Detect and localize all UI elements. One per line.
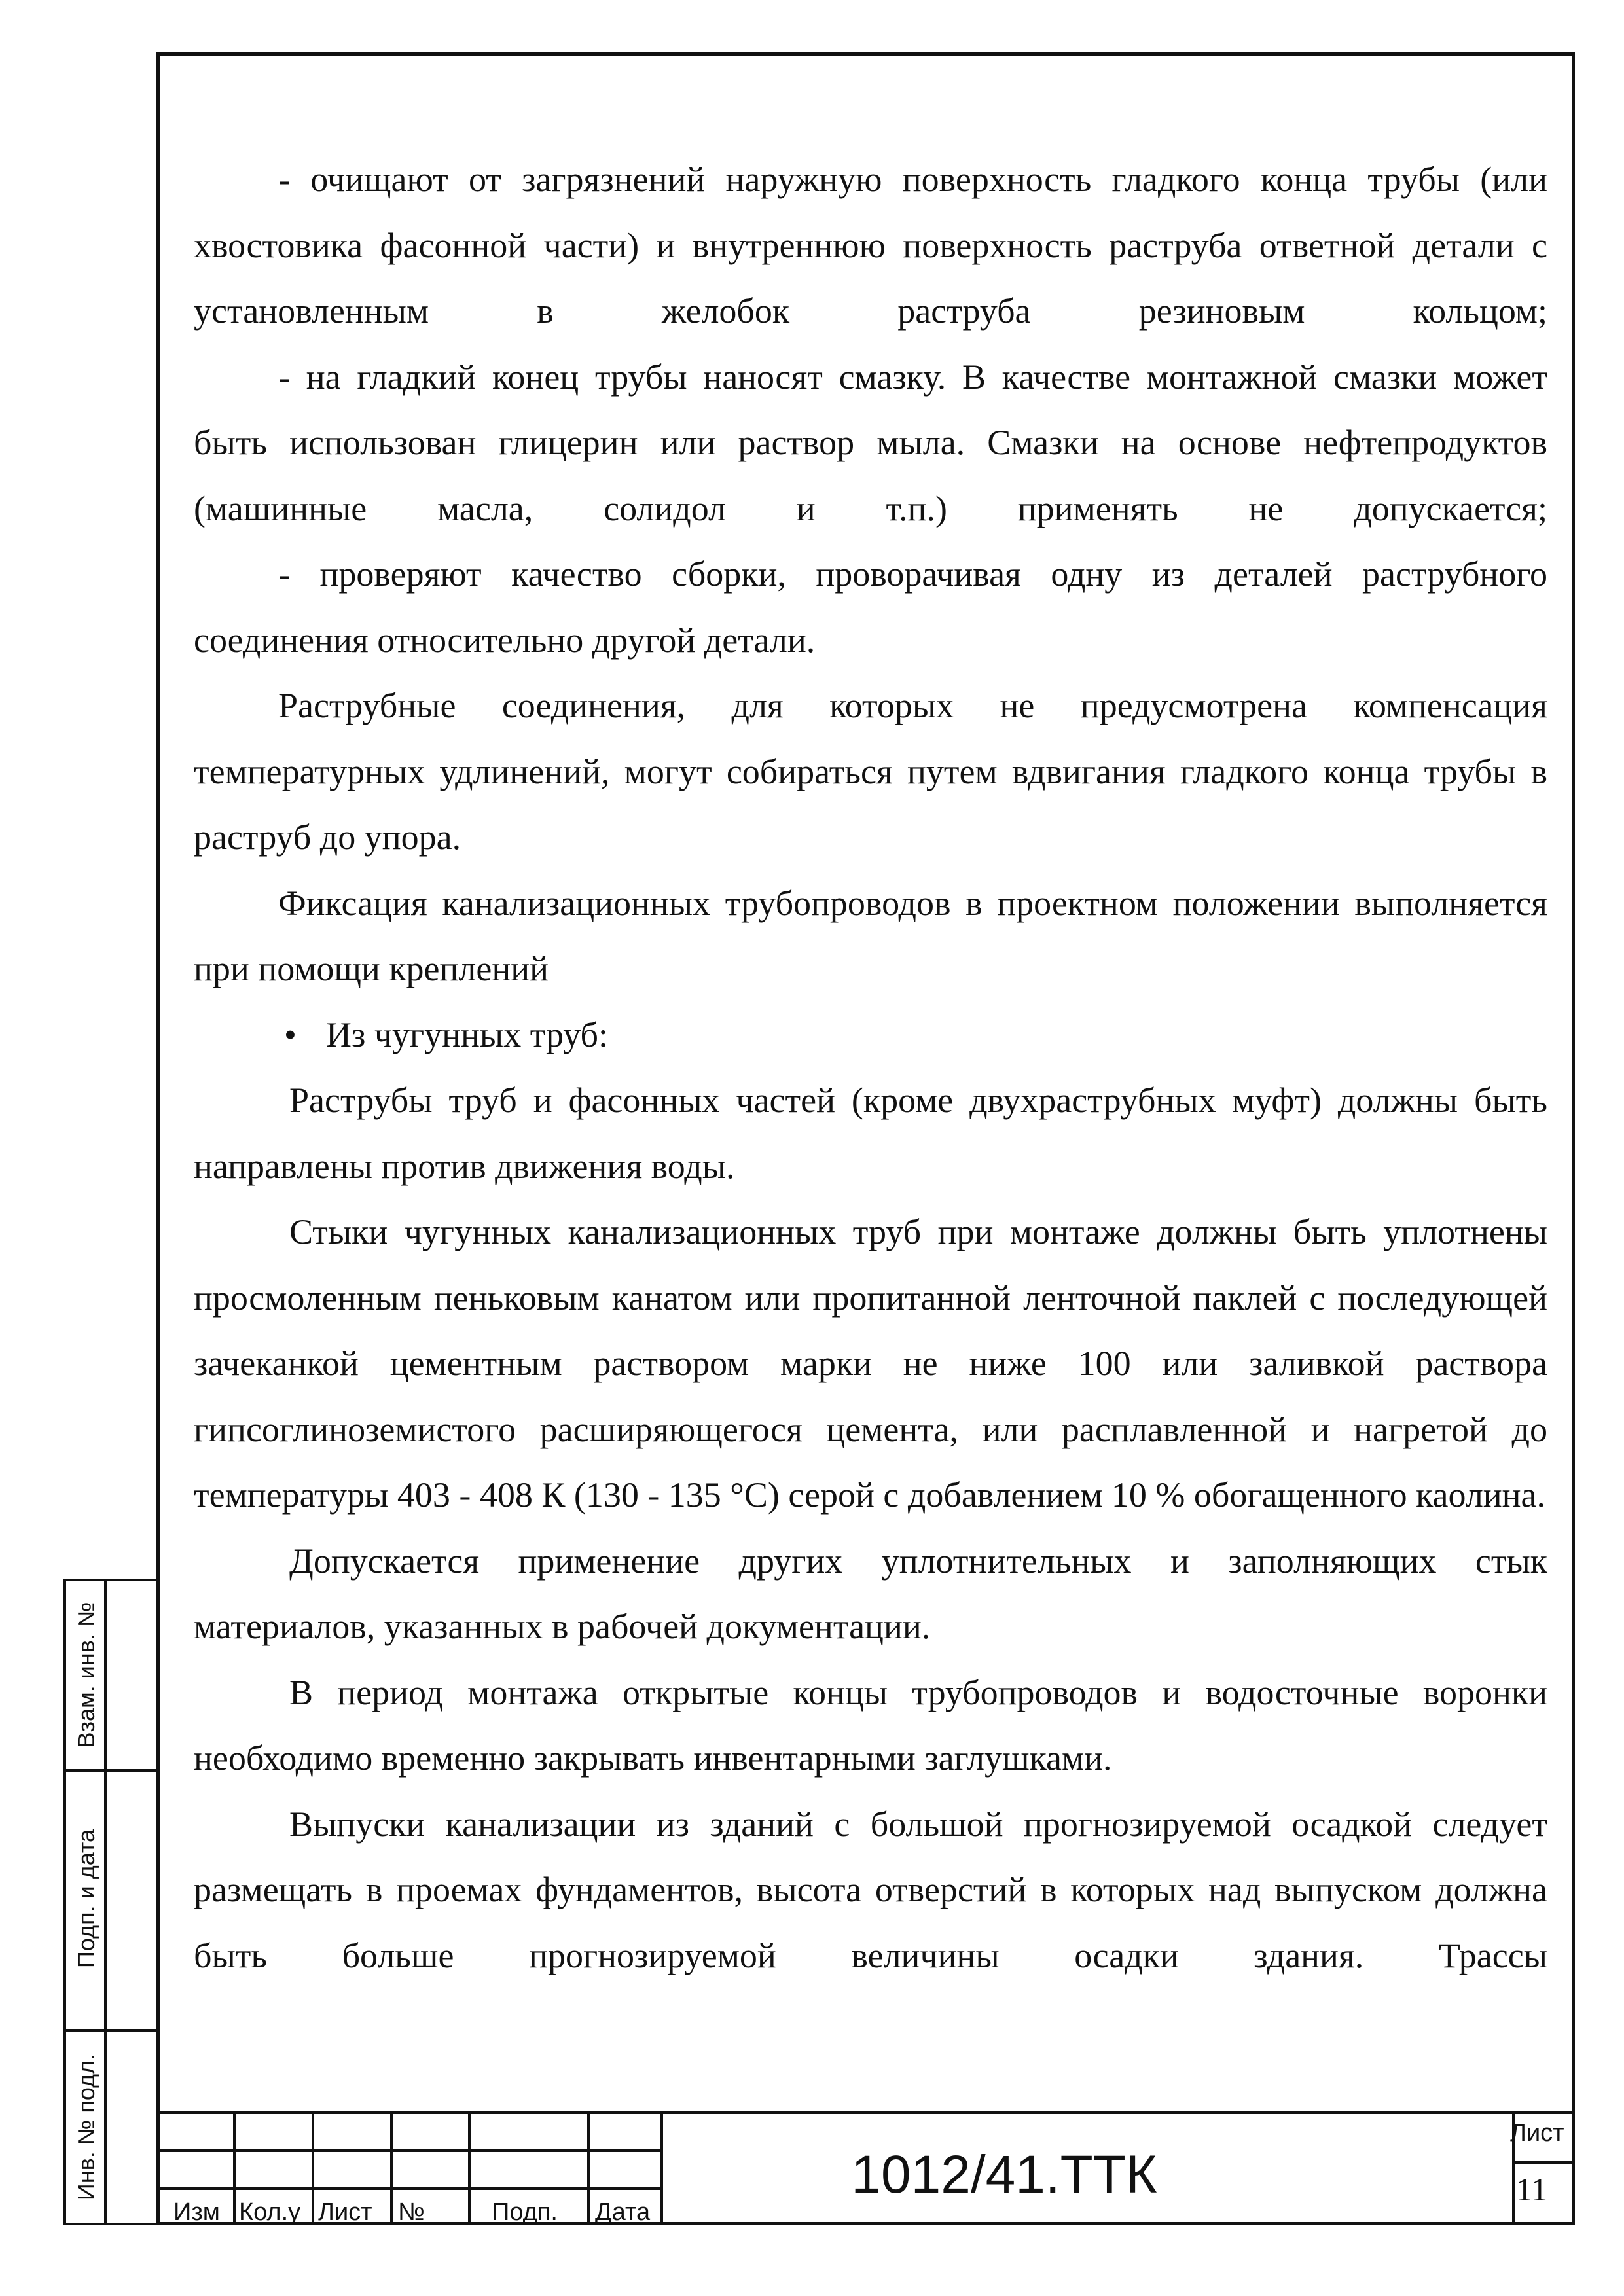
paragraph-plugs: В период монтажа открытые концы трубопроводов и водосточные воронки необходимо временно закрывать инвентарными заглушками. <box>194 1672 1547 1778</box>
title-block-podp: Подп. <box>492 2198 558 2226</box>
side-label-replaced-inv: Взам. инв. № <box>73 1602 99 1748</box>
document-body <box>194 147 1547 1988</box>
title-block-list: Лист <box>318 2198 372 2226</box>
paragraph-fixation: Фиксация канализационных трубопроводов в проектном положении выполняется при помощи креплений <box>194 883 1547 988</box>
side-stamp <box>63 1579 156 2225</box>
title-block-kolu: Кол.у <box>239 2198 301 2226</box>
title-block-num: № <box>398 2198 425 2226</box>
bullet-icon: • <box>284 1014 297 1054</box>
title-block-izm: Изм <box>173 2198 220 2226</box>
sheet-number: 11 <box>1516 2171 1548 2208</box>
paragraph-other-materials: Допускается применение других уплотнительных и заполняющих стык материалов, указанных в рабочей документации. <box>194 1541 1547 1646</box>
paragraph-cast-iron-joints: Стыки чугунных канализационных труб при монтаже должны быть уплотнены просмоленным пеньковым канатом или пропитанной ленточной паклей с последующей зачеканкой цементным раствором марки не ниже 100 или заливкой раствора гипсоглиноземистого расширяющегося цемента, или расплавленной и нагретой до температуры 403 - 408 К (130 - 135 °С) серой с добавлением 10 % обогащенного каолина. <box>194 1212 1547 1515</box>
list-item <box>194 1002 1547 1068</box>
paragraph-outlets: Выпуски канализации из зданий с большой прогнозируемой осадкой следует размещать в проемах фундаментов, высота отверстий в которых над выпуском должна быть больше прогнозируемой величины осадки здания. Трассы <box>194 1804 1547 1975</box>
side-label-signature-date: Подп. и дата <box>73 1829 99 1969</box>
paragraph-assembly-check: - проверяют качество сборки, проворачивая одну из деталей раструбного соединения относительно другой детали. <box>194 554 1547 660</box>
list-item-text: Из чугунных труб: <box>326 1014 609 1054</box>
paragraph-cleaning: - очищают от загрязнений наружную поверхность гладкого конца трубы (или хвостовика фасонной части) и внутреннюю поверхность раструба ответной детали с установленным в желобок раструба резиновым кольцом; <box>194 160 1547 331</box>
sheet-label: Лист <box>1510 2119 1564 2147</box>
document-code: 1012/41.ТТК <box>851 2145 1157 2204</box>
paragraph-socket-joints: Раструбные соединения, для которых не предусмотрена компенсация температурных удлинений, могут собираться путем вдвигания гладкого конца трубы в раструб до упора. <box>194 686 1547 857</box>
title-block <box>156 2111 1575 2225</box>
paragraph-sockets-direction: Раструбы труб и фасонных частей (кроме двухраструбных муфт) должны быть направлены против движения воды. <box>194 1081 1547 1186</box>
side-label-original-inv: Инв. № подл. <box>73 2053 99 2201</box>
paragraph-lubrication: - на гладкий конец трубы наносят смазку. В качестве монтажной смазки может быть использован глицерин или раствор мыла. Смазки на основе нефтепродуктов (машинные масла, солидол и т.п.) применять не допускается; <box>194 357 1547 528</box>
title-block-data: Дата <box>595 2198 651 2226</box>
